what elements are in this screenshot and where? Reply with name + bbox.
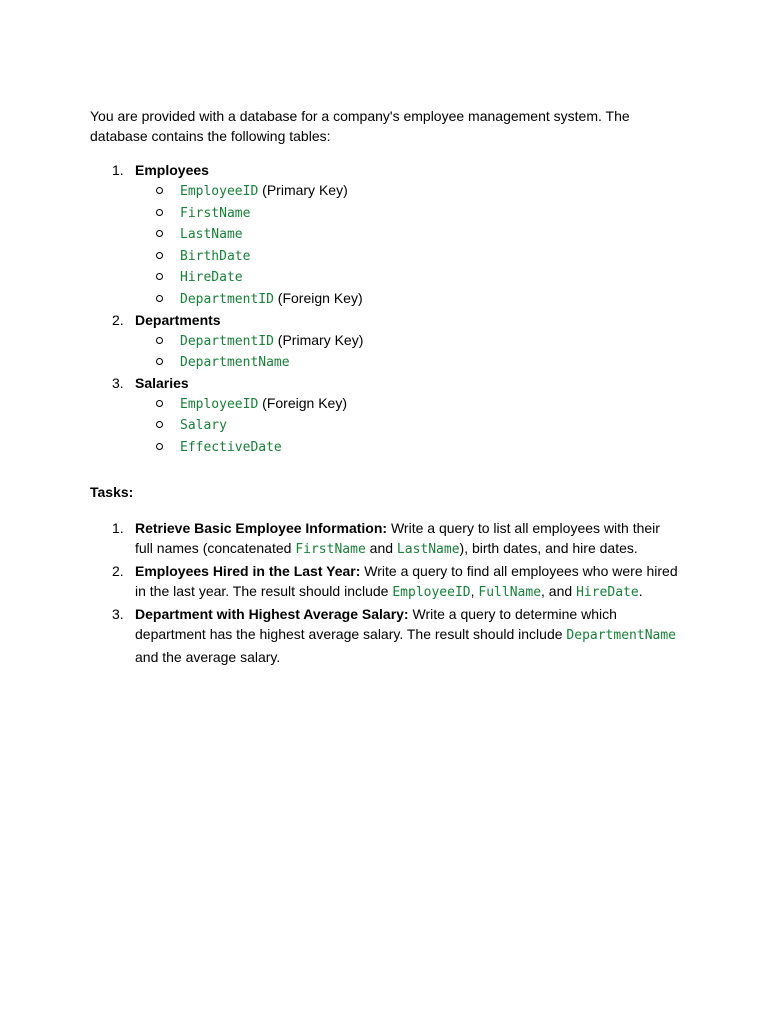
task-title: Department with Highest Average Salary: (135, 605, 409, 622)
table-item (90, 310, 690, 373)
task-item (90, 604, 680, 668)
hollow-bullet-icon (156, 400, 163, 407)
column-note: (Primary Key) (258, 182, 348, 198)
task-text: , and (541, 583, 577, 600)
code-term: HireDate (576, 585, 639, 601)
task-text: Write a query to find all employees who were hired in the last year. The result should include (135, 562, 678, 600)
tasks-list (90, 518, 690, 668)
hollow-bullet-icon (156, 358, 163, 365)
tables-list (90, 160, 690, 458)
task-text: and (365, 540, 397, 557)
task-item (90, 518, 680, 561)
column-name: EmployeeID (180, 184, 259, 199)
task-item (90, 561, 680, 604)
hollow-bullet-icon (156, 273, 163, 280)
tasks-heading: Tasks: (90, 483, 134, 500)
task-text: and the average salary. (135, 648, 281, 665)
column-name: EffectiveDate (180, 439, 282, 455)
column-name: LastName (180, 227, 243, 243)
column-item (135, 393, 690, 415)
column-item (135, 288, 690, 310)
column-note: (Foreign Key) (258, 394, 347, 411)
hollow-bullet-icon (156, 209, 163, 216)
task-title: Retrieve Basic Employee Information: (135, 519, 388, 536)
code-term: LastName (396, 542, 460, 558)
task-title: Employees Hired in the Last Year: (135, 562, 361, 579)
task-text: . (638, 583, 643, 600)
column-item (135, 330, 690, 352)
column-name: Salary (180, 418, 227, 434)
column-name: DepartmentID (180, 333, 274, 349)
hollow-bullet-icon (156, 230, 163, 237)
column-name: DepartmentID (180, 291, 274, 307)
hollow-bullet-icon (156, 187, 163, 194)
hollow-bullet-icon (156, 421, 163, 428)
column-name: HireDate (180, 270, 243, 286)
column-item (135, 351, 690, 373)
list-number: 2. (112, 311, 124, 328)
task-text: ), birth dates, and hire dates. (459, 540, 638, 557)
column-note: (Foreign Key) (273, 289, 363, 306)
hollow-bullet-icon (156, 337, 163, 344)
column-note: (Primary Key) (273, 331, 364, 348)
list-number: 1. (112, 162, 124, 178)
column-item (135, 436, 690, 458)
hollow-bullet-icon (156, 443, 163, 450)
list-number: 3. (112, 374, 124, 391)
column-item (135, 180, 690, 202)
column-item (135, 223, 690, 245)
table-name: Departments (135, 311, 221, 328)
code-term: FullName (478, 585, 542, 601)
column-item (135, 245, 690, 267)
task-text: Write a query to list all employees with their full names (concatenated (135, 519, 660, 557)
hollow-bullet-icon (156, 295, 163, 302)
task-text: , (470, 583, 479, 600)
column-item (135, 202, 690, 224)
column-name: BirthDate (180, 248, 251, 264)
list-number: 3. (112, 605, 124, 622)
column-list (135, 180, 690, 310)
column-item (135, 414, 690, 436)
hollow-bullet-icon (156, 252, 163, 259)
code-term: EmployeeID (392, 585, 471, 601)
document-body (90, 106, 690, 667)
list-number: 1. (112, 519, 124, 536)
column-name: DepartmentName (180, 355, 290, 371)
column-name: FirstName (180, 205, 251, 221)
table-item (90, 373, 690, 458)
intro-paragraph: You are provided with a database for a company's employee management system. The database contains the following tables: (90, 108, 630, 144)
list-number: 2. (112, 562, 124, 579)
table-name: Salaries (135, 374, 189, 391)
code-term: FirstName (295, 542, 366, 558)
code-term: DepartmentName (566, 628, 676, 644)
table-name: Employees (135, 162, 209, 178)
column-name: EmployeeID (180, 396, 259, 412)
column-list (135, 393, 690, 458)
column-list (135, 330, 690, 373)
table-item (90, 160, 690, 310)
task-text: Write a query to determine which department has the highest average salary. The result should include (135, 605, 617, 643)
column-item (135, 266, 690, 288)
